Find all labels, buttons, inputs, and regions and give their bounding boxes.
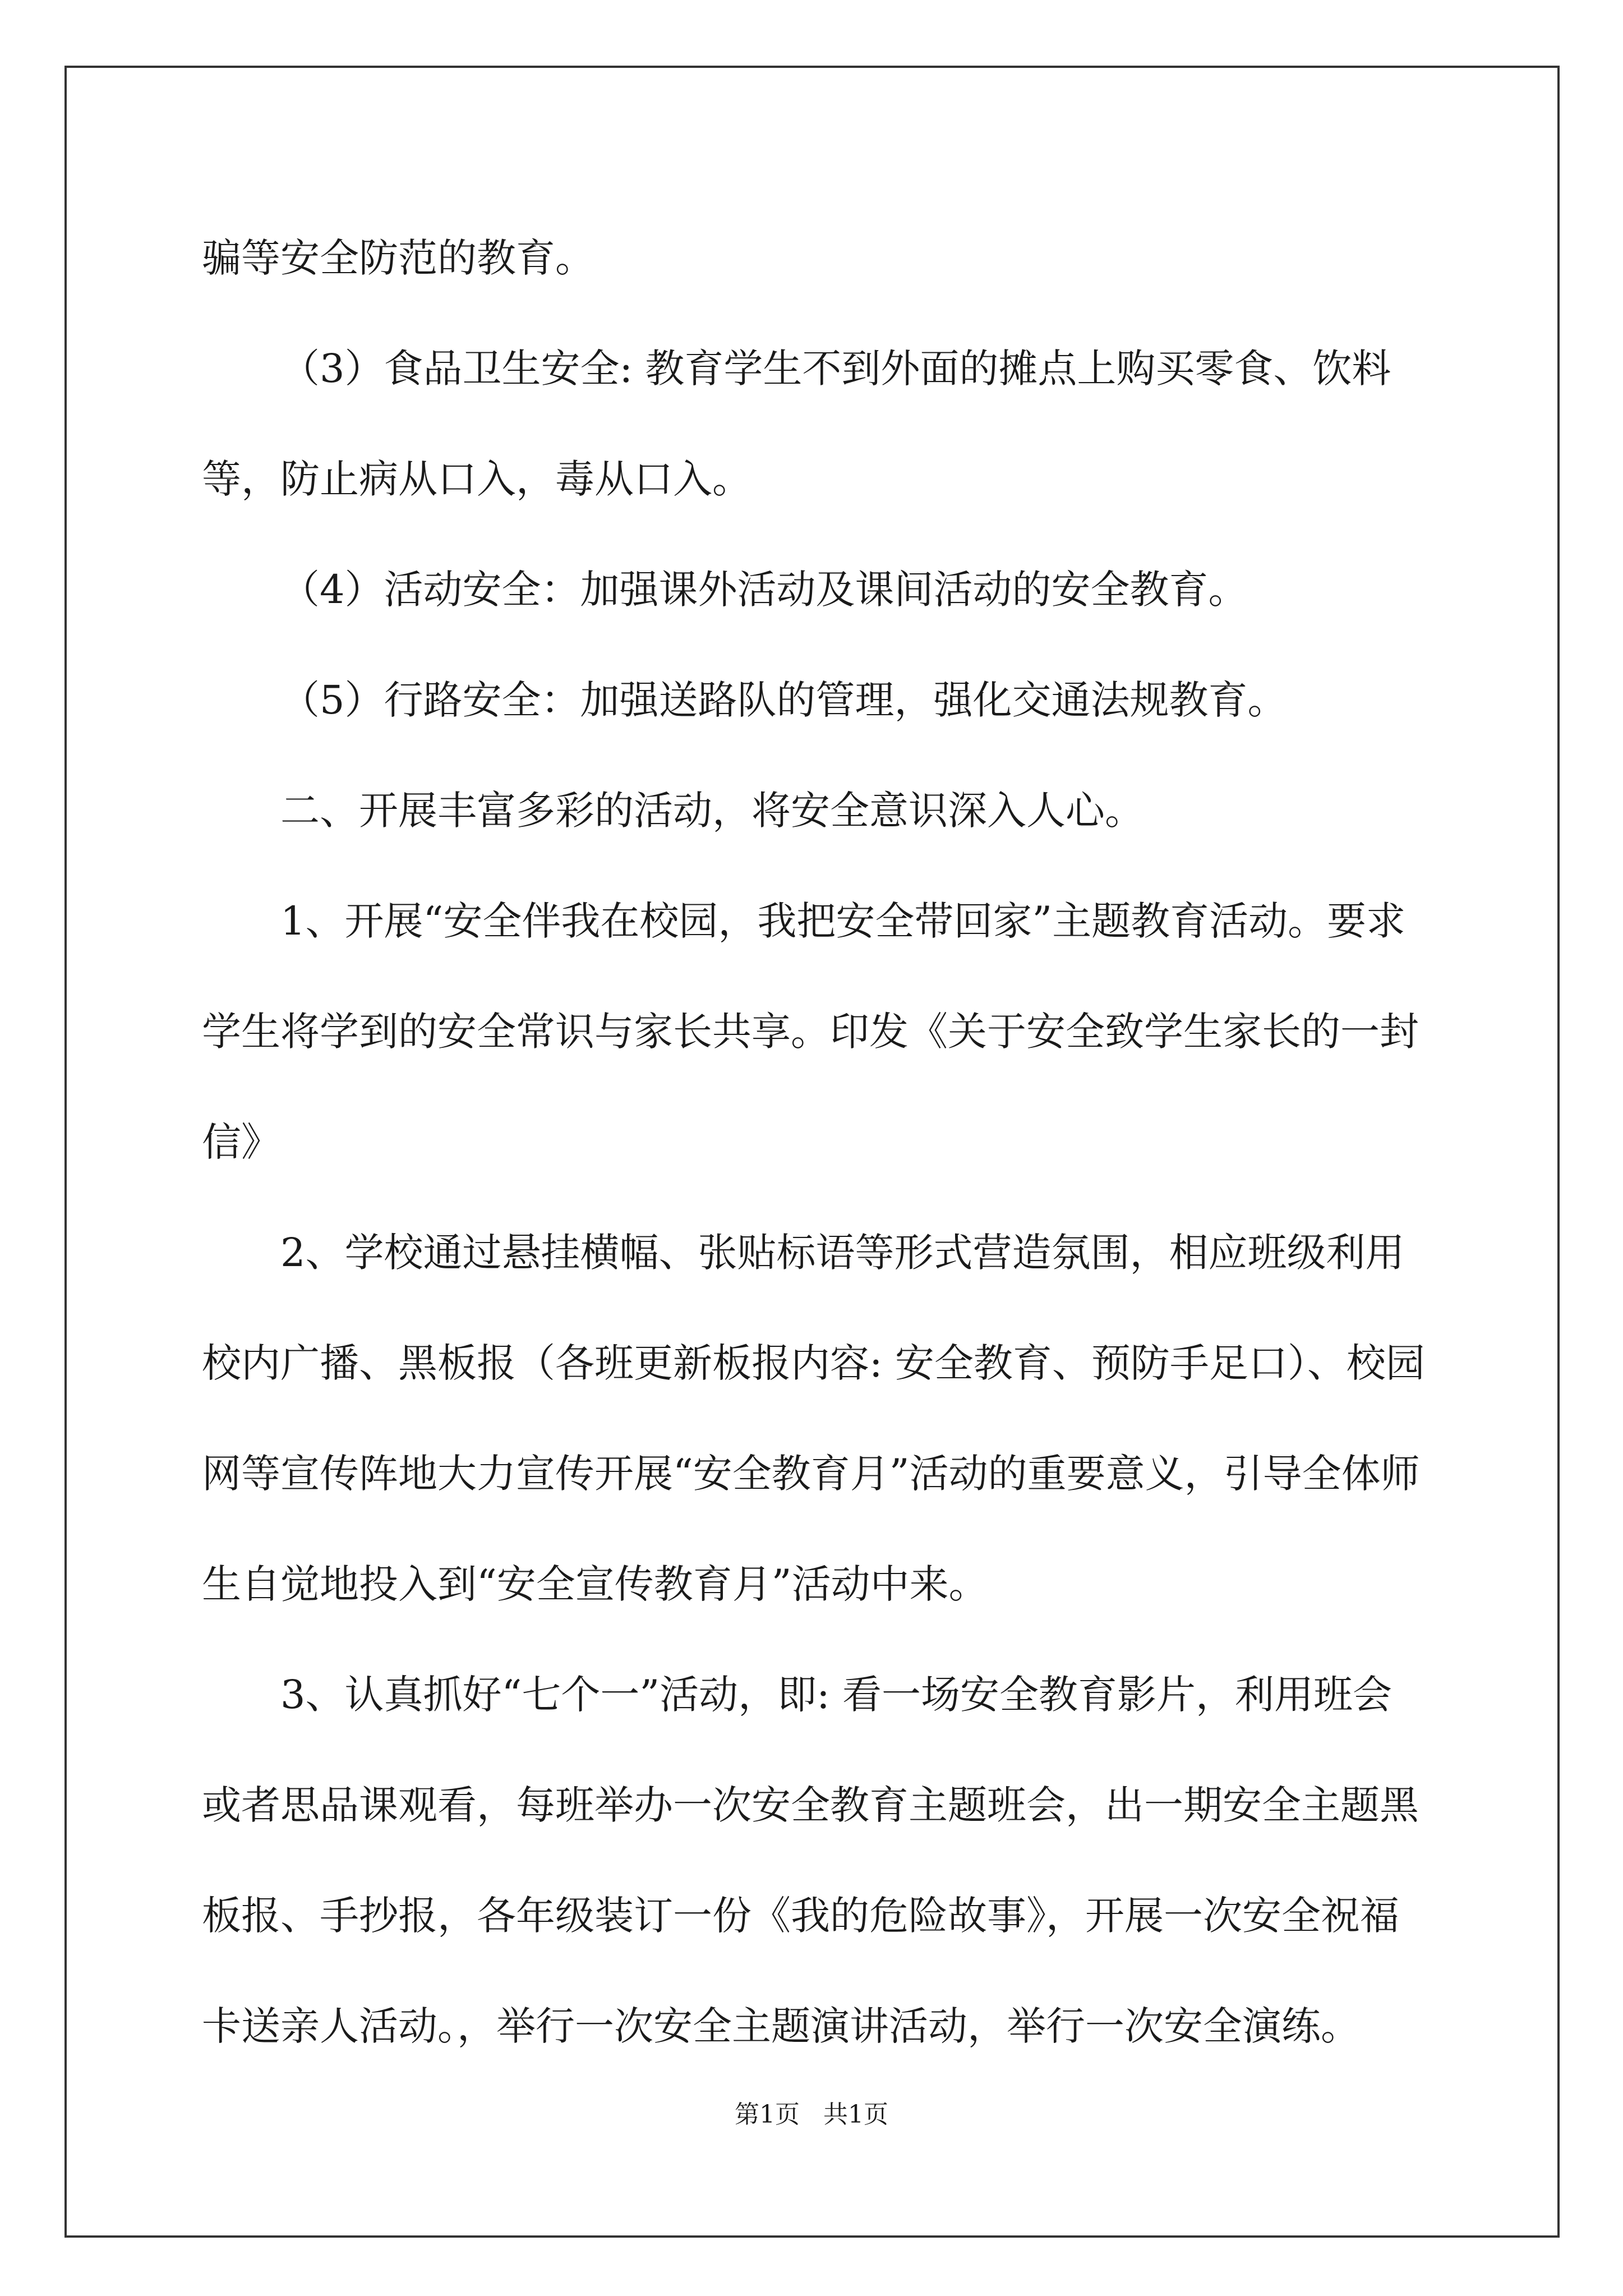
paragraph-1: 骗等安全防范的教育。 bbox=[202, 235, 594, 281]
paragraph-7: 2、学校通过悬挂横幅、张贴标语等形式营造氛围，相应班级利用校内广播、黑板报（各班更新板报内容: 安全教育、预防手足口）、校园网等宣传阵地大力宣传开展“安全教育月”活动的重要意义，引导全体师生自觉地投入到“安全宣传教育月”活动中来。 bbox=[202, 1230, 1425, 1607]
paragraph-8: 3、认真抓好“七个一”活动，即: 看一场安全教育影片，利用班会或者思品课观看，每班举办一次安全教育主题班会，出一期安全主题黑板报、手抄报，各年级装订一份《我的危险故事》，开展一次安全祝福卡送亲人活动。，举行一次安全主题演讲活动，举行一次安全演练。 bbox=[202, 1672, 1419, 2049]
paragraph-2: （3）食品卫生安全: 教育学生不到外面的摊点上购买零食、饮料等，防止病从口入，毒从口入。 bbox=[202, 346, 1391, 502]
paragraph-5: 二、开展丰富多彩的活动，将安全意识深入人心。 bbox=[280, 788, 1144, 834]
paragraph-3: （4）活动安全：加强课外活动及课间活动的安全教育。 bbox=[280, 567, 1248, 613]
page-number: 第1页 bbox=[735, 2100, 800, 2129]
document-body bbox=[202, 203, 1430, 2082]
paragraph-4: （5）行路安全：加强送路队的管理，强化交通法规教育。 bbox=[280, 677, 1287, 723]
page-footer bbox=[0, 2098, 1623, 2132]
paragraph-6: 1、开展“安全伴我在校园，我把安全带回家”主题教育活动。要求学生将学到的安全常识与家长共享。印发《关于安全致学生家长的一封信》 bbox=[202, 898, 1419, 1165]
page-total: 共1页 bbox=[823, 2100, 888, 2129]
